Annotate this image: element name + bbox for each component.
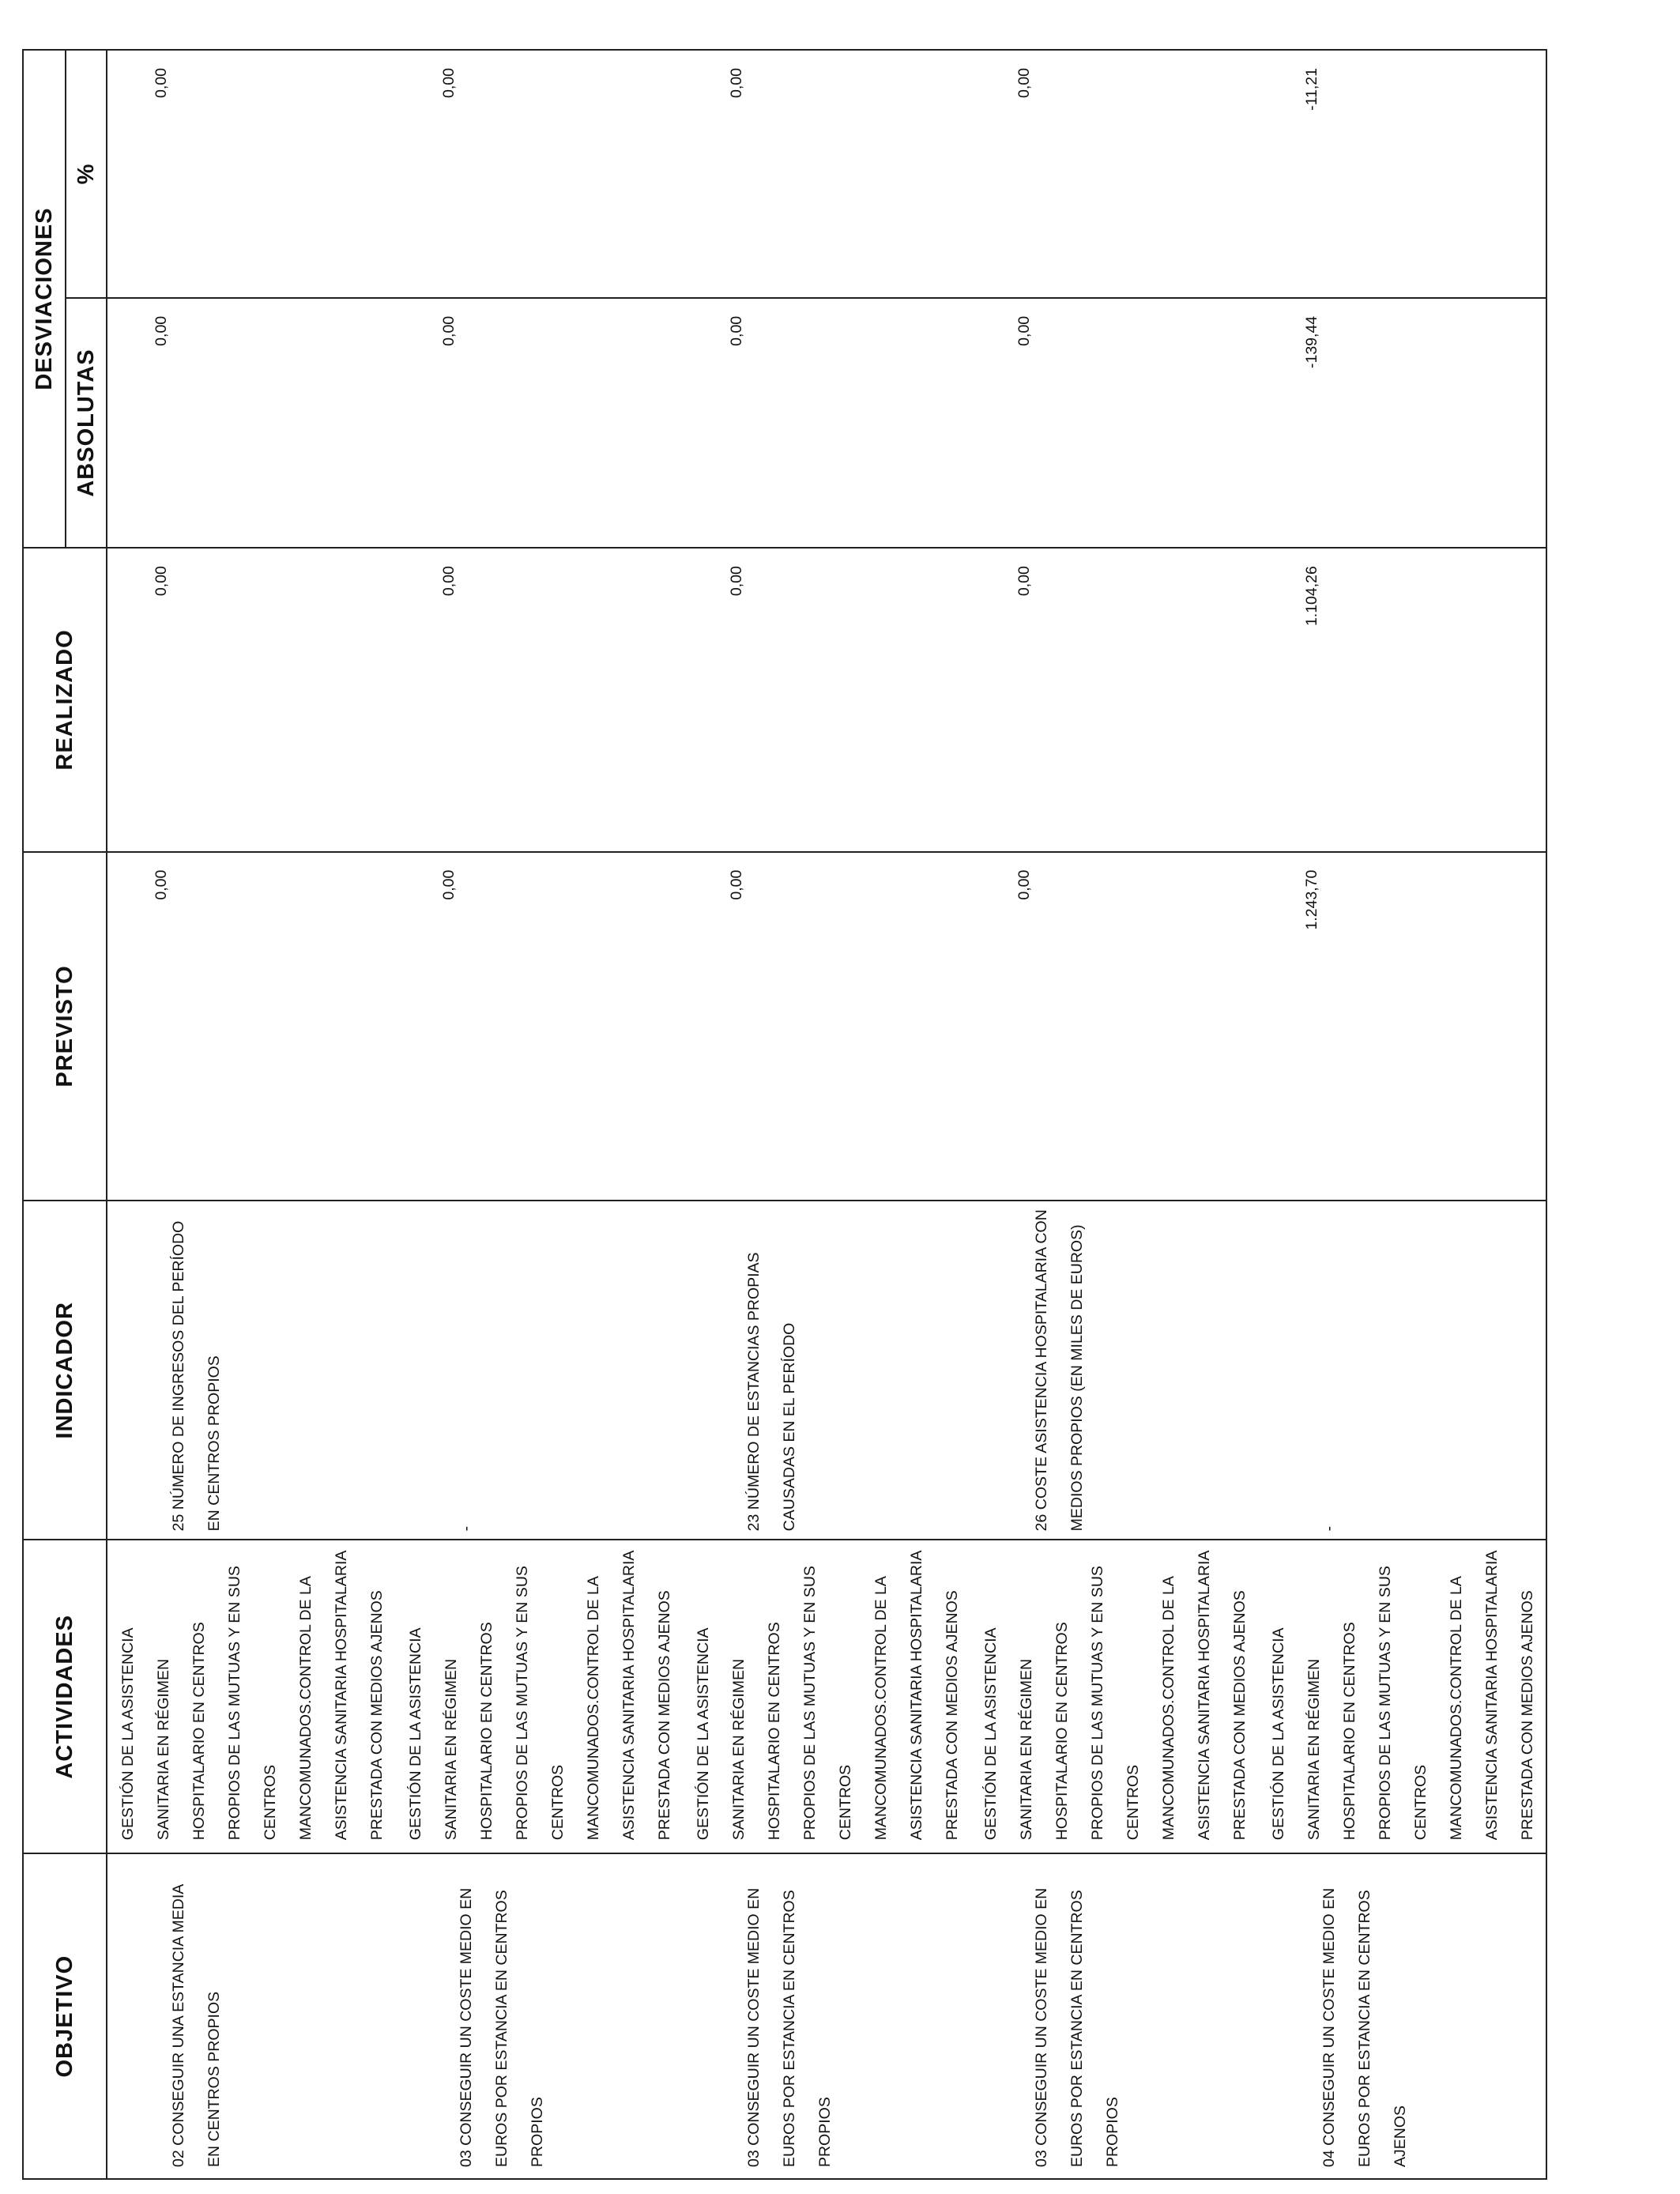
rotated-report-sheet: [22, 49, 1536, 2180]
porcentaje-value: 0,00: [153, 68, 170, 98]
realizado-cell: [1258, 548, 1546, 852]
table-row: [107, 50, 395, 2179]
header-indicador: INDICADOR: [23, 1201, 107, 1540]
absolutas-cell: [1258, 298, 1546, 548]
indicador-cell: -: [1258, 1201, 1546, 1540]
realizado-value: 0,00: [440, 566, 458, 597]
previsto-cell: [395, 852, 683, 1201]
header-actividades: ACTIVIDADES: [23, 1540, 107, 1853]
table-row: [395, 50, 683, 2179]
porcentaje-cell: [1258, 50, 1546, 298]
header-absolutas: ABSOLUTAS: [66, 298, 107, 548]
table-row: [1258, 50, 1546, 2179]
header-previsto: PREVISTO: [23, 852, 107, 1201]
actividades-cell: GESTIÓN DE LA ASISTENCIA SANITARIA EN RÉGIMEN HOSPITALARIO EN CENTROS PROPIOS DE LAS MUTUAS Y EN SUS CENTROS MANCOMUNADOS.CONTROL DE LA ASISTENCIA SANITARIA HOSPITALARIA PRESTADA CON MEDIOS AJENOS: [1258, 1540, 1546, 1853]
realizado-cell: [395, 548, 683, 852]
realizado-cell: [107, 548, 395, 852]
previsto-cell: [1258, 852, 1546, 1201]
absolutas-cell: [970, 298, 1258, 548]
porcentaje-cell: [970, 50, 1258, 298]
previsto-cell: [683, 852, 970, 1201]
previsto-value: 0,00: [1015, 869, 1033, 900]
table-row: [683, 50, 970, 2179]
absolutas-value: 0,00: [153, 315, 170, 346]
objetivo-cell: 03 CONSEGUIR UN COSTE MEDIO EN EUROS POR ESTANCIA EN CENTROS PROPIOS: [683, 1853, 970, 2179]
objectives-table: [22, 49, 1547, 2180]
objetivo-cell: 02 CONSEGUIR UNA ESTANCIA MEDIA EN CENTROS PROPIOS: [107, 1853, 395, 2179]
indicador-cell: 25 NÚMERO DE INGRESOS DEL PERÍODO EN CENTROS PROPIOS: [107, 1201, 395, 1540]
objetivo-cell: 03 CONSEGUIR UN COSTE MEDIO EN EUROS POR ESTANCIA EN CENTROS PROPIOS: [395, 1853, 683, 2179]
absolutas-value: 0,00: [728, 315, 745, 346]
realizado-value: 1.104,26: [1303, 566, 1320, 627]
previsto-value: 0,00: [440, 869, 458, 900]
realizado-value: 0,00: [1015, 566, 1033, 597]
actividades-cell: GESTIÓN DE LA ASISTENCIA SANITARIA EN RÉGIMEN HOSPITALARIO EN CENTROS PROPIOS DE LAS MUTUAS Y EN SUS CENTROS MANCOMUNADOS.CONTROL DE LA ASISTENCIA SANITARIA HOSPITALARIA PRESTADA CON MEDIOS AJENOS: [970, 1540, 1258, 1853]
actividades-cell: GESTIÓN DE LA ASISTENCIA SANITARIA EN RÉGIMEN HOSPITALARIO EN CENTROS PROPIOS DE LAS MUTUAS Y EN SUS CENTROS MANCOMUNADOS.CONTROL DE LA ASISTENCIA SANITARIA HOSPITALARIA PRESTADA CON MEDIOS AJENOS: [683, 1540, 970, 1853]
indicador-cell: 26 COSTE ASISTENCIA HOSPITALARIA CON MEDIOS PROPIOS (EN MILES DE EUROS): [970, 1201, 1258, 1540]
header-realizado: REALIZADO: [23, 548, 107, 852]
realizado-value: 0,00: [728, 566, 745, 597]
realizado-cell: [970, 548, 1258, 852]
realizado-value: 0,00: [153, 566, 170, 597]
actividades-cell: GESTIÓN DE LA ASISTENCIA SANITARIA EN RÉGIMEN HOSPITALARIO EN CENTROS PROPIOS DE LAS MUTUAS Y EN SUS CENTROS MANCOMUNADOS.CONTROL DE LA ASISTENCIA SANITARIA HOSPITALARIA PRESTADA CON MEDIOS AJENOS: [395, 1540, 683, 1853]
header-objetivo: OBJETIVO: [23, 1853, 107, 2179]
header-desviaciones: DESVIACIONES: [23, 50, 66, 548]
previsto-value: 0,00: [728, 869, 745, 900]
absolutas-value: 0,00: [1015, 315, 1033, 346]
table-row: [970, 50, 1258, 2179]
previsto-cell: [107, 852, 395, 1201]
objetivo-cell: 04 CONSEGUIR UN COSTE MEDIO EN EUROS POR ESTANCIA EN CENTROS AJENOS: [1258, 1853, 1546, 2179]
previsto-cell: [970, 852, 1258, 1201]
absolutas-value: 0,00: [440, 315, 458, 346]
porcentaje-value: -11,21: [1303, 68, 1320, 111]
indicador-cell: -: [395, 1201, 683, 1540]
previsto-value: 1.243,70: [1303, 869, 1320, 930]
objetivo-cell: 03 CONSEGUIR UN COSTE MEDIO EN EUROS POR ESTANCIA EN CENTROS PROPIOS: [970, 1853, 1258, 2179]
porcentaje-cell: [107, 50, 395, 298]
previsto-value: 0,00: [153, 869, 170, 900]
porcentaje-value: 0,00: [728, 68, 745, 98]
porcentaje-cell: [683, 50, 970, 298]
absolutas-cell: [395, 298, 683, 548]
realizado-cell: [683, 548, 970, 852]
porcentaje-value: 0,00: [440, 68, 458, 98]
absolutas-value: -139,44: [1303, 315, 1320, 368]
actividades-cell: GESTIÓN DE LA ASISTENCIA SANITARIA EN RÉGIMEN HOSPITALARIO EN CENTROS PROPIOS DE LAS MUTUAS Y EN SUS CENTROS MANCOMUNADOS.CONTROL DE LA ASISTENCIA SANITARIA HOSPITALARIA PRESTADA CON MEDIOS AJENOS: [107, 1540, 395, 1853]
porcentaje-cell: [395, 50, 683, 298]
header-porcentaje: %: [66, 50, 107, 298]
indicador-cell: 23 NÚMERO DE ESTANCIAS PROPIAS CAUSADAS EN EL PERÍODO: [683, 1201, 970, 1540]
absolutas-cell: [683, 298, 970, 548]
absolutas-cell: [107, 298, 395, 548]
porcentaje-value: 0,00: [1015, 68, 1033, 98]
